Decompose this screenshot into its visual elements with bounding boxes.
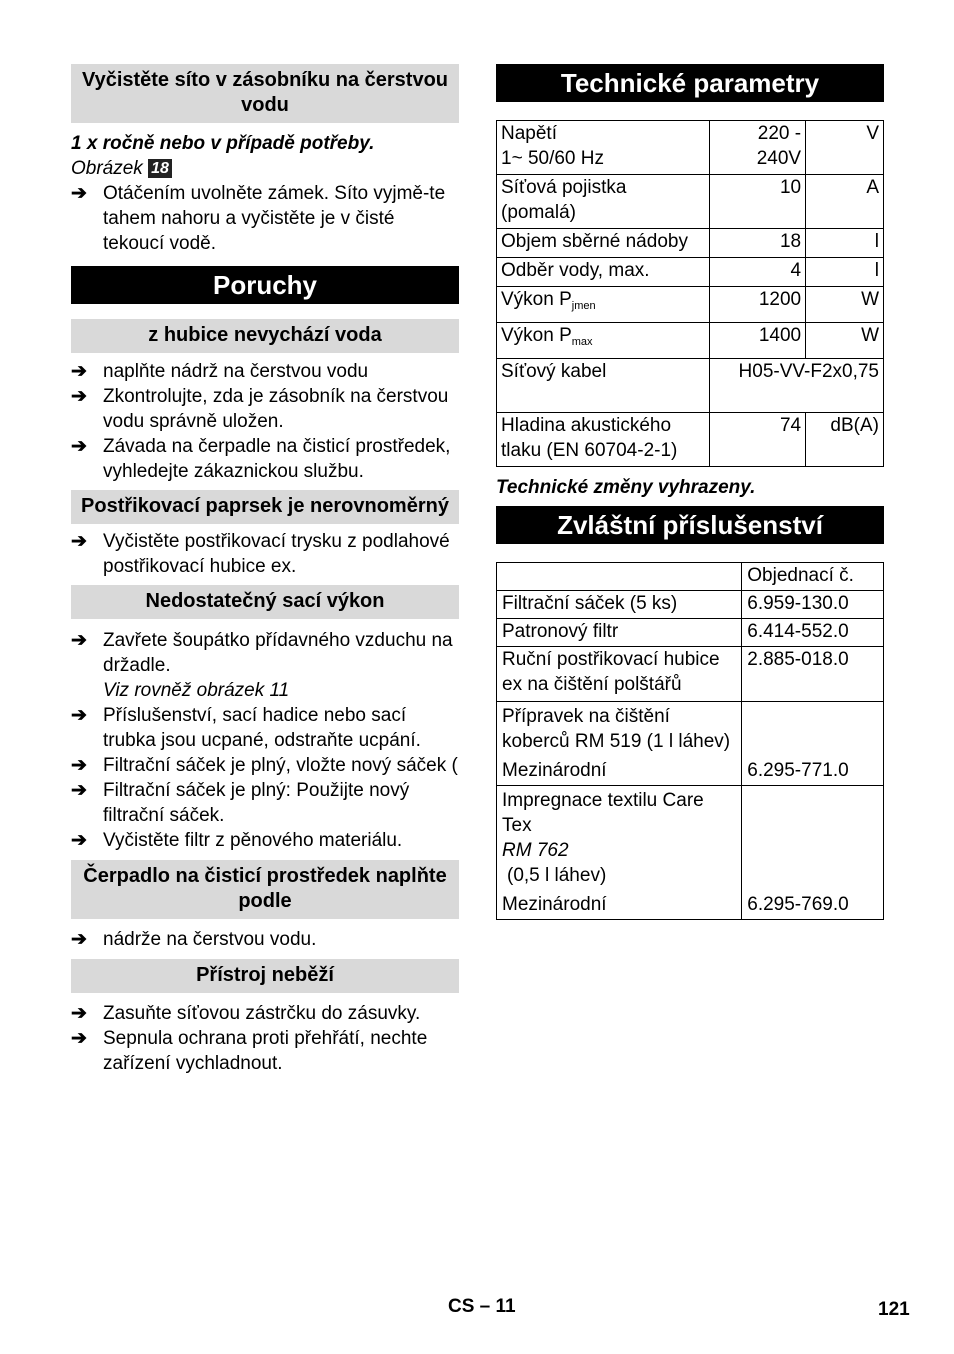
table-row: Přípravek na čištění koberců RM 519 (1 l láhev) Mezinárodní 6.295-771.0	[497, 702, 884, 786]
table-row: Patronový filtr 6.414-552.0	[497, 619, 884, 647]
section-heading-pump: Čerpadlo na čisticí prostředek naplňte podle	[71, 860, 459, 919]
list-item: ➔ Závada na čerpadle na čisticí prostředek, vyhledejte zákaznickou službu.	[71, 436, 451, 482]
table-row: Výkon $P_{max}$ 1400 W	[497, 323, 884, 359]
table-row: Filtrační sáček (5 ks) 6.959-130.0	[497, 591, 884, 619]
tech-params-table	[496, 120, 884, 467]
list-item: ➔ Vyčistěte postřikovací trysku z podlahové postřikovací hubice ex.	[71, 531, 450, 577]
frequency-note: 1 x ročně nebo v případě potřeby.	[71, 133, 375, 154]
arrow-icon: ➔	[71, 183, 87, 204]
section-heading-faults: Poruchy	[71, 266, 459, 304]
section-heading-sieve: Vyčistěte síto v zásobníku na čerstvou vodu	[71, 64, 459, 123]
list-item: ➔ Filtrační sáček je plný: Použijte nový filtrační sáček.	[71, 780, 410, 826]
list-item: ➔ nádrže na čerstvou vodu.	[71, 929, 317, 950]
footer-section-code: CS – 11	[448, 1296, 516, 1317]
arrow-icon: ➔	[71, 436, 87, 457]
arrow-icon: ➔	[71, 830, 87, 851]
list-item: ➔ Sepnula ochrana proti přehřátí, nechte zařízení vychladnout.	[71, 1028, 428, 1074]
arrow-icon: ➔	[71, 1003, 87, 1024]
table-row: Hladina akustického tlaku (EN 60704-2-1) 74 dB(A)	[497, 413, 884, 467]
table-row: Odběr vody, max. 4 l	[497, 258, 884, 287]
section-heading-tech: Technické parametry	[496, 64, 884, 102]
list-item: ➔ Příslušenství, sací hadice nebo sací trubka jsou ucpané, odstraňte ucpání.	[71, 705, 421, 751]
section-heading-accessories: Zvláštní příslušenství	[496, 506, 884, 544]
section-heading-no-water: z hubice nevychází voda	[71, 319, 459, 353]
arrow-icon: ➔	[71, 705, 87, 726]
left-column	[71, 64, 459, 1076]
list-item: ➔ Filtrační sáček je plný, vložte nový sáček (	[71, 755, 458, 776]
arrow-icon: ➔	[71, 1028, 87, 1049]
accessories-table	[496, 562, 884, 920]
arrow-icon: ➔	[71, 361, 87, 382]
list-item: ➔ naplňte nádrž na čerstvou vodu	[71, 361, 369, 382]
table-row: Ruční postřikovací hubice ex na čištění polštářů 2.885-018.0	[497, 647, 884, 702]
page-number: 121	[878, 1299, 910, 1320]
table-row: Síťová pojistka (pomalá) 10 A	[497, 175, 884, 229]
arrow-icon: ➔	[71, 780, 87, 801]
list-item: ➔ Vyčistěte filtr z pěnového materiálu.	[71, 830, 403, 851]
table-row	[497, 563, 884, 591]
figure-note: Viz rovněž obrázek 11	[103, 680, 290, 701]
figure-reference	[71, 156, 459, 181]
list-item: ➔ Zavřete šoupátko přídavného vzduchu na držadle.	[71, 630, 453, 676]
column-header: Objednací č.	[742, 563, 884, 591]
table-row: Napětí 1~ 50/60 Hz 220 - 240V V	[497, 121, 884, 175]
arrow-icon: ➔	[71, 755, 87, 776]
arrow-icon: ➔	[71, 531, 87, 552]
figure-label: Obrázek	[71, 158, 143, 179]
arrow-icon: ➔	[71, 929, 87, 950]
table-row: Výkon $P_{jmen}$ 1200 W	[497, 287, 884, 323]
arrow-icon: ➔	[71, 386, 87, 407]
list-item: ➔ Otáčením uvolněte zámek. Síto vyjmě-te tahem nahoru a vyčistěte je v čisté tekoucí vodě.	[71, 183, 446, 254]
right-column	[496, 64, 884, 920]
list-item: ➔ Zkontrolujte, zda je zásobník na čerstvou vodu správně uložen.	[71, 386, 449, 432]
figure-number-badge: 18	[148, 159, 172, 178]
table-row: Síťový kabel H05-VV-F2x0,75	[497, 359, 884, 413]
section-heading-not-running: Přístroj neběží	[71, 959, 459, 993]
table-row: Impregnace textilu Care Tex RM 762 (0,5 l láhev) Mezinárodní 6.295-769.0	[497, 786, 884, 920]
list-item: ➔ Zasuňte síťovou zástrčku do zásuvky.	[71, 1003, 421, 1024]
section-heading-suction: Nedostatečný sací výkon	[71, 585, 459, 619]
table-row: Objem sběrné nádoby 18 l	[497, 229, 884, 258]
arrow-icon: ➔	[71, 630, 87, 651]
section-heading-spray: Postřikovací paprsek je nerovnoměrný	[71, 490, 459, 524]
tech-changes-note: Technické změny vyhrazeny.	[496, 477, 756, 498]
